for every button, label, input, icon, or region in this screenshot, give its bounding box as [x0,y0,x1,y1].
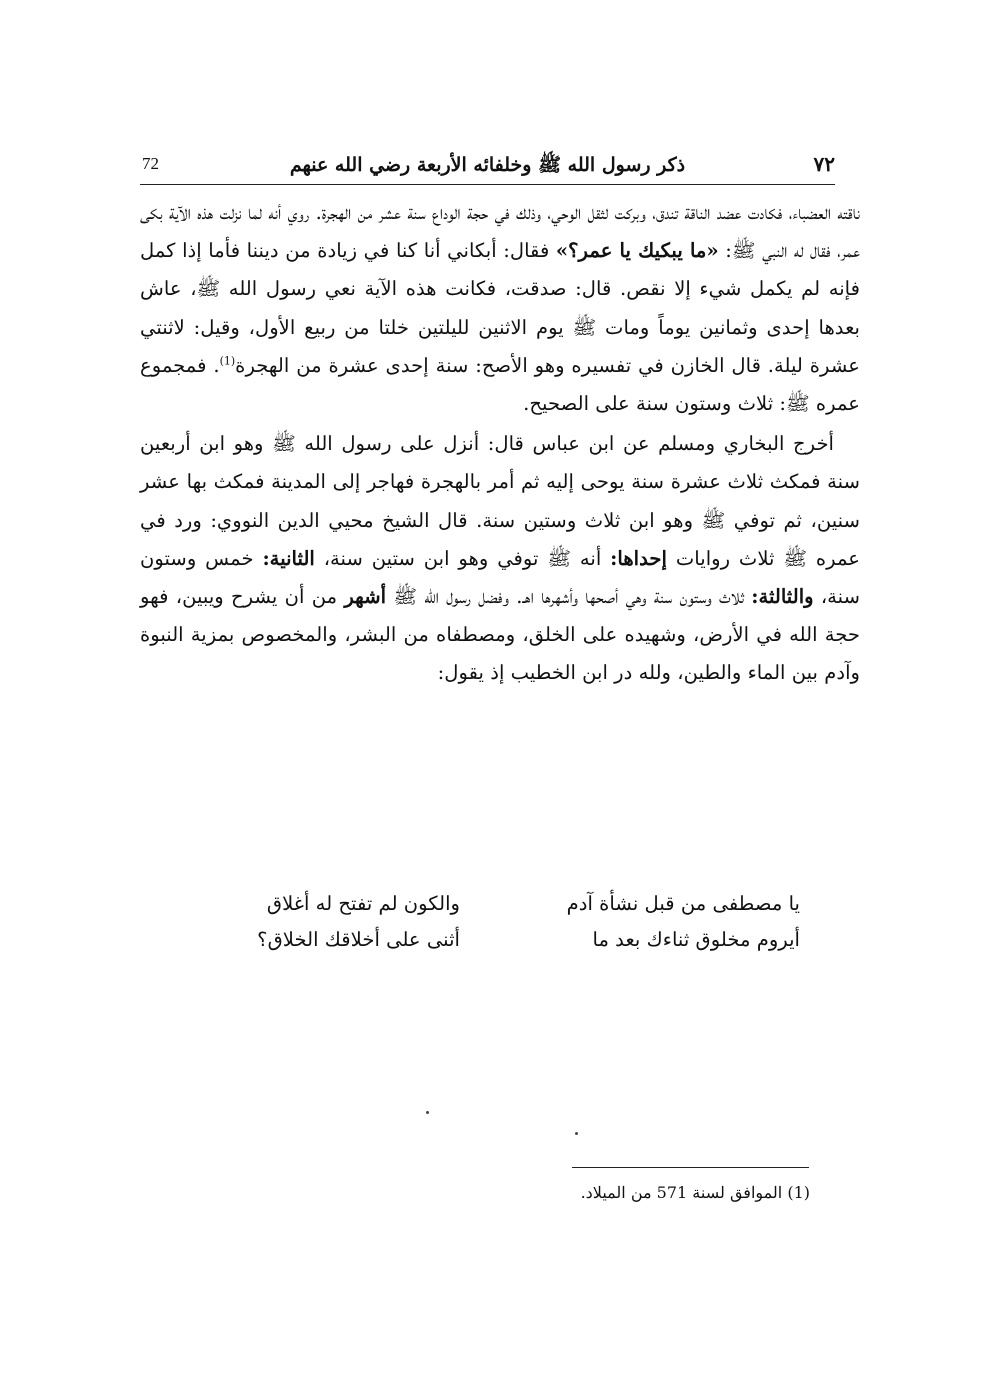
p1-text-1: ناقته العضباء، فكادت عضد الناقة تندق، وبركت لثقل الوحي، وذلك في حجة الوداع سنة عشر من الهجرة. روي أنه لما نزلت هذه الآية بكى عمر، فقال له النبي ﷺ: [140,201,860,263]
running-title: ذكر رسول الله ﷺ وخلفائه الأربعة رضي الله عنهم [289,154,686,176]
p1-quote: «ما يبكيك يا عمر؟» [555,239,719,263]
hemistich-second: والكون لم تفتح له أغلاق [266,892,460,915]
hemistich-first: أيروم مخلوق ثناءك بعد ما [592,928,800,951]
p2-text-3: خمس وستون سنة، [140,546,861,609]
page-number-latin: 72 [142,154,159,173]
hemistich-first: يا مصطفى من قبل نشأة آدم [566,892,800,915]
p1-text-2: فقال: أبكاني أنا كنا في زيادة من ديننا فأما إذا كمل فإنه لم يكمل شيء إلا نقص. قال: صدقت، فكانت هذه الآية نعي رسول الله ﷺ، عاش بعدها إحدى وثمانين يوماً ومات ﷺ يوم الاثنين لليلتين خلتا من ربيع الأول، وقيل: لاثنتي عشرة ليلة. قال الخازن في تفسيره وهو الأصح: سنة إحدى عشرة من الهجرة [140,239,860,377]
p2-label-2: الثانية: [262,546,315,570]
p2-text-4: ثلاث وستون سنة وهي أصحها وأشهرها اهـ. وفضل رسول الله ﷺ [386,585,752,609]
print-speck [426,1111,429,1114]
footnote [480,1183,810,1202]
p2-text-5: من أن يشرح ويبين، فهو حجة الله في الأرض، وشهيده على الخلق، ومصطفاه من البشر، والمخصوص بمزية النبوة وآدم بين الماء والطين، ولله در ابن الخطيب إذ يقول: [140,585,860,685]
footnote-reference[interactable]: (1) [219,354,236,368]
print-speck [575,1132,578,1135]
p2-text-1: أخرج البخاري ومسلم عن ابن عباس قال: أنزل على رسول الله ﷺ وهو ابن أربعين سنة فمكث ثلاث عشرة سنة يوحى إليه ثم أمر بالهجرة فهاجر إلى المدينة فمكث بها عشر سنين، ثم توفي ﷺ وهو ابن ثلاث وستين سنة. قال الشيخ محيي الدين النووي: ورد في عمره ﷺ ثلاث روايات [140,432,861,570]
poem-verse [150,886,800,922]
p2-label-3: والثالثة: [751,585,814,609]
p2-text-2: أنه ﷺ توفي وهو ابن ستين سنة، [314,546,611,570]
footnote-text: الموافق لسنة 571 من الميلاد. [580,1183,783,1202]
p1-text-3: . فمجموع عمره ﷺ: ثلاث وستون سنة على الصحيح. [140,353,860,416]
hemistich-second: أثنى على أخلاقك الخلاق؟ [257,928,460,951]
running-header [140,150,835,184]
footnote-rule [572,1167,809,1168]
paragraph-1 [140,194,860,423]
poem-verse [150,922,800,958]
p2-label-1: إحداها: [610,546,667,570]
body-text [140,194,860,693]
poem [150,886,800,958]
footnote-marker: (1) [787,1183,810,1202]
header-rule [140,184,835,185]
p2-bold-phrase: أشهر [344,585,387,609]
page-number-arabic: ٧٢ [813,152,835,176]
paragraph-2 [140,425,860,692]
